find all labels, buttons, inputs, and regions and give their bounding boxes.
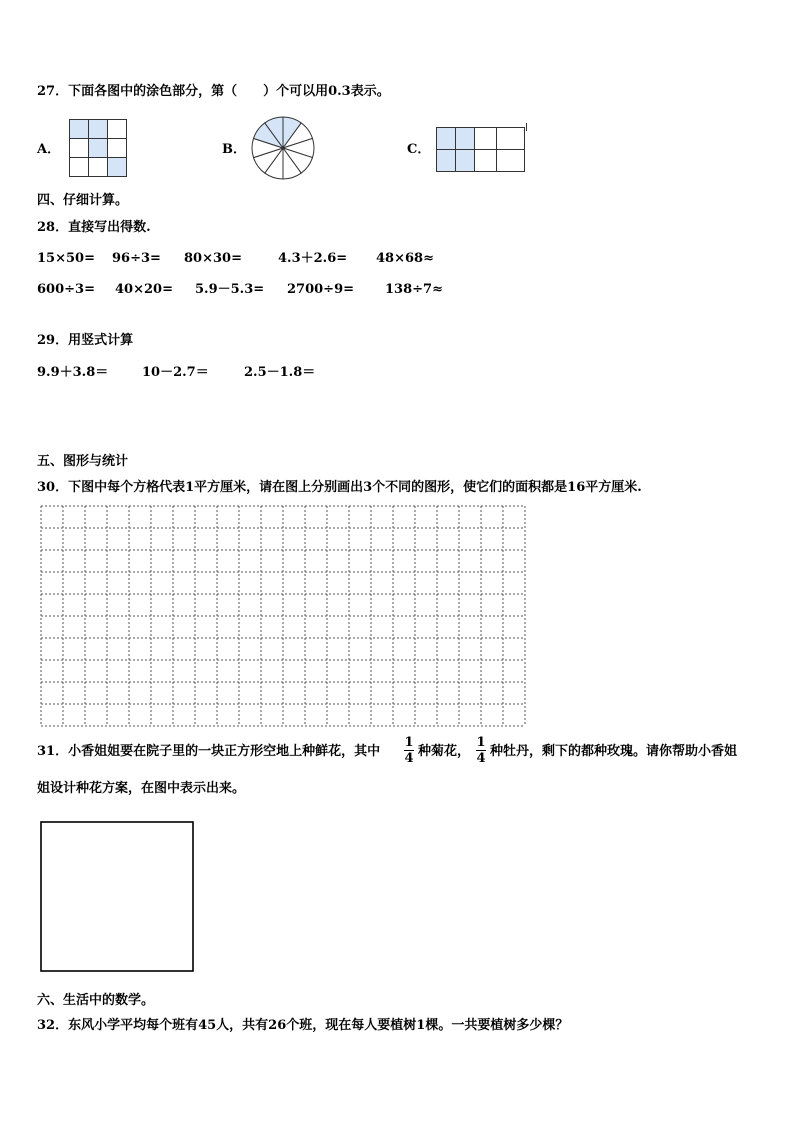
grid-cell-shaded [70,120,89,139]
q31-question-part1: 31．小香姐姐要在院子里的一块正方形空地上种鲜花，其中 [37,744,381,759]
grid-cell-shaded [108,158,127,177]
q28-row1-item: 80×30= [184,251,242,266]
q31-question-line2: 姐设计种花方案，在图中表示出来。 [37,781,246,796]
q29-item: 9.9＋3.8＝ [37,365,109,380]
section-4-title: 四、仔细计算。 [37,193,129,208]
q27-option-b-label: B． [222,142,246,157]
q28-row1-item: 96÷3= [112,251,161,266]
q29-item: 2.5－1.8＝ [244,365,316,380]
q28-row1-item: 4.3＋2.6= [278,251,348,266]
q27-option-a-label: A． [37,142,61,157]
fraction-one-quarter [403,735,415,766]
q30-question: 30．下图中每个方格代表1平方厘米，请在图上分别画出3个不同的图形，使它们的面积都是16平方厘米. [37,480,642,495]
section-5-title: 五、图形与统计 [37,454,129,469]
q27-figure-c [435,123,529,175]
q31-square-garden[interactable] [40,821,195,973]
q32-question: 32．东风小学平均每个班有45人，共有26个班，现在每人要植树1棵。一共要植树多少棵？ [37,1018,569,1033]
section-6-title: 六、生活中的数学。 [37,993,155,1008]
grid-cell-shaded [89,139,108,158]
q28-row2-item: 40×20= [115,282,173,297]
q28-title: 28．直接写出得数. [37,220,151,235]
q27-question: 27．下面各图中的涂色部分，第（ ）个可以用0.3表示。 [37,84,390,99]
q30-dotted-grid[interactable] [39,504,527,728]
q28-row2-item: 2700÷9= [287,282,355,297]
grid-cell-shaded [89,120,108,139]
fraction-one-quarter [475,735,487,766]
q28-row1-item: 15×50= [37,251,95,266]
fraction-denominator: 4 [476,751,486,766]
q29-item: 10－2.7＝ [142,365,209,380]
q28-row2-item: 600÷3= [37,282,95,297]
q27-figure-a [69,119,127,177]
q27-figure-b [247,115,319,181]
q29-title: 29．用竖式计算 [37,333,134,348]
q31-question-part3: 种牡丹，剩下的都种玫瑰。请你帮助小香姐 [490,744,738,759]
q31-question-part2: 种菊花， [418,744,471,759]
q28-row1-item: 48×68≈ [376,251,434,266]
fraction-numerator: 1 [404,735,414,750]
q28-row2-item: 5.9－5.3= [195,282,265,297]
fraction-denominator: 4 [404,751,414,766]
q28-row2-item: 138÷7≈ [385,282,443,297]
fraction-numerator: 1 [476,735,486,750]
q27-option-c-label: C． [407,142,431,157]
